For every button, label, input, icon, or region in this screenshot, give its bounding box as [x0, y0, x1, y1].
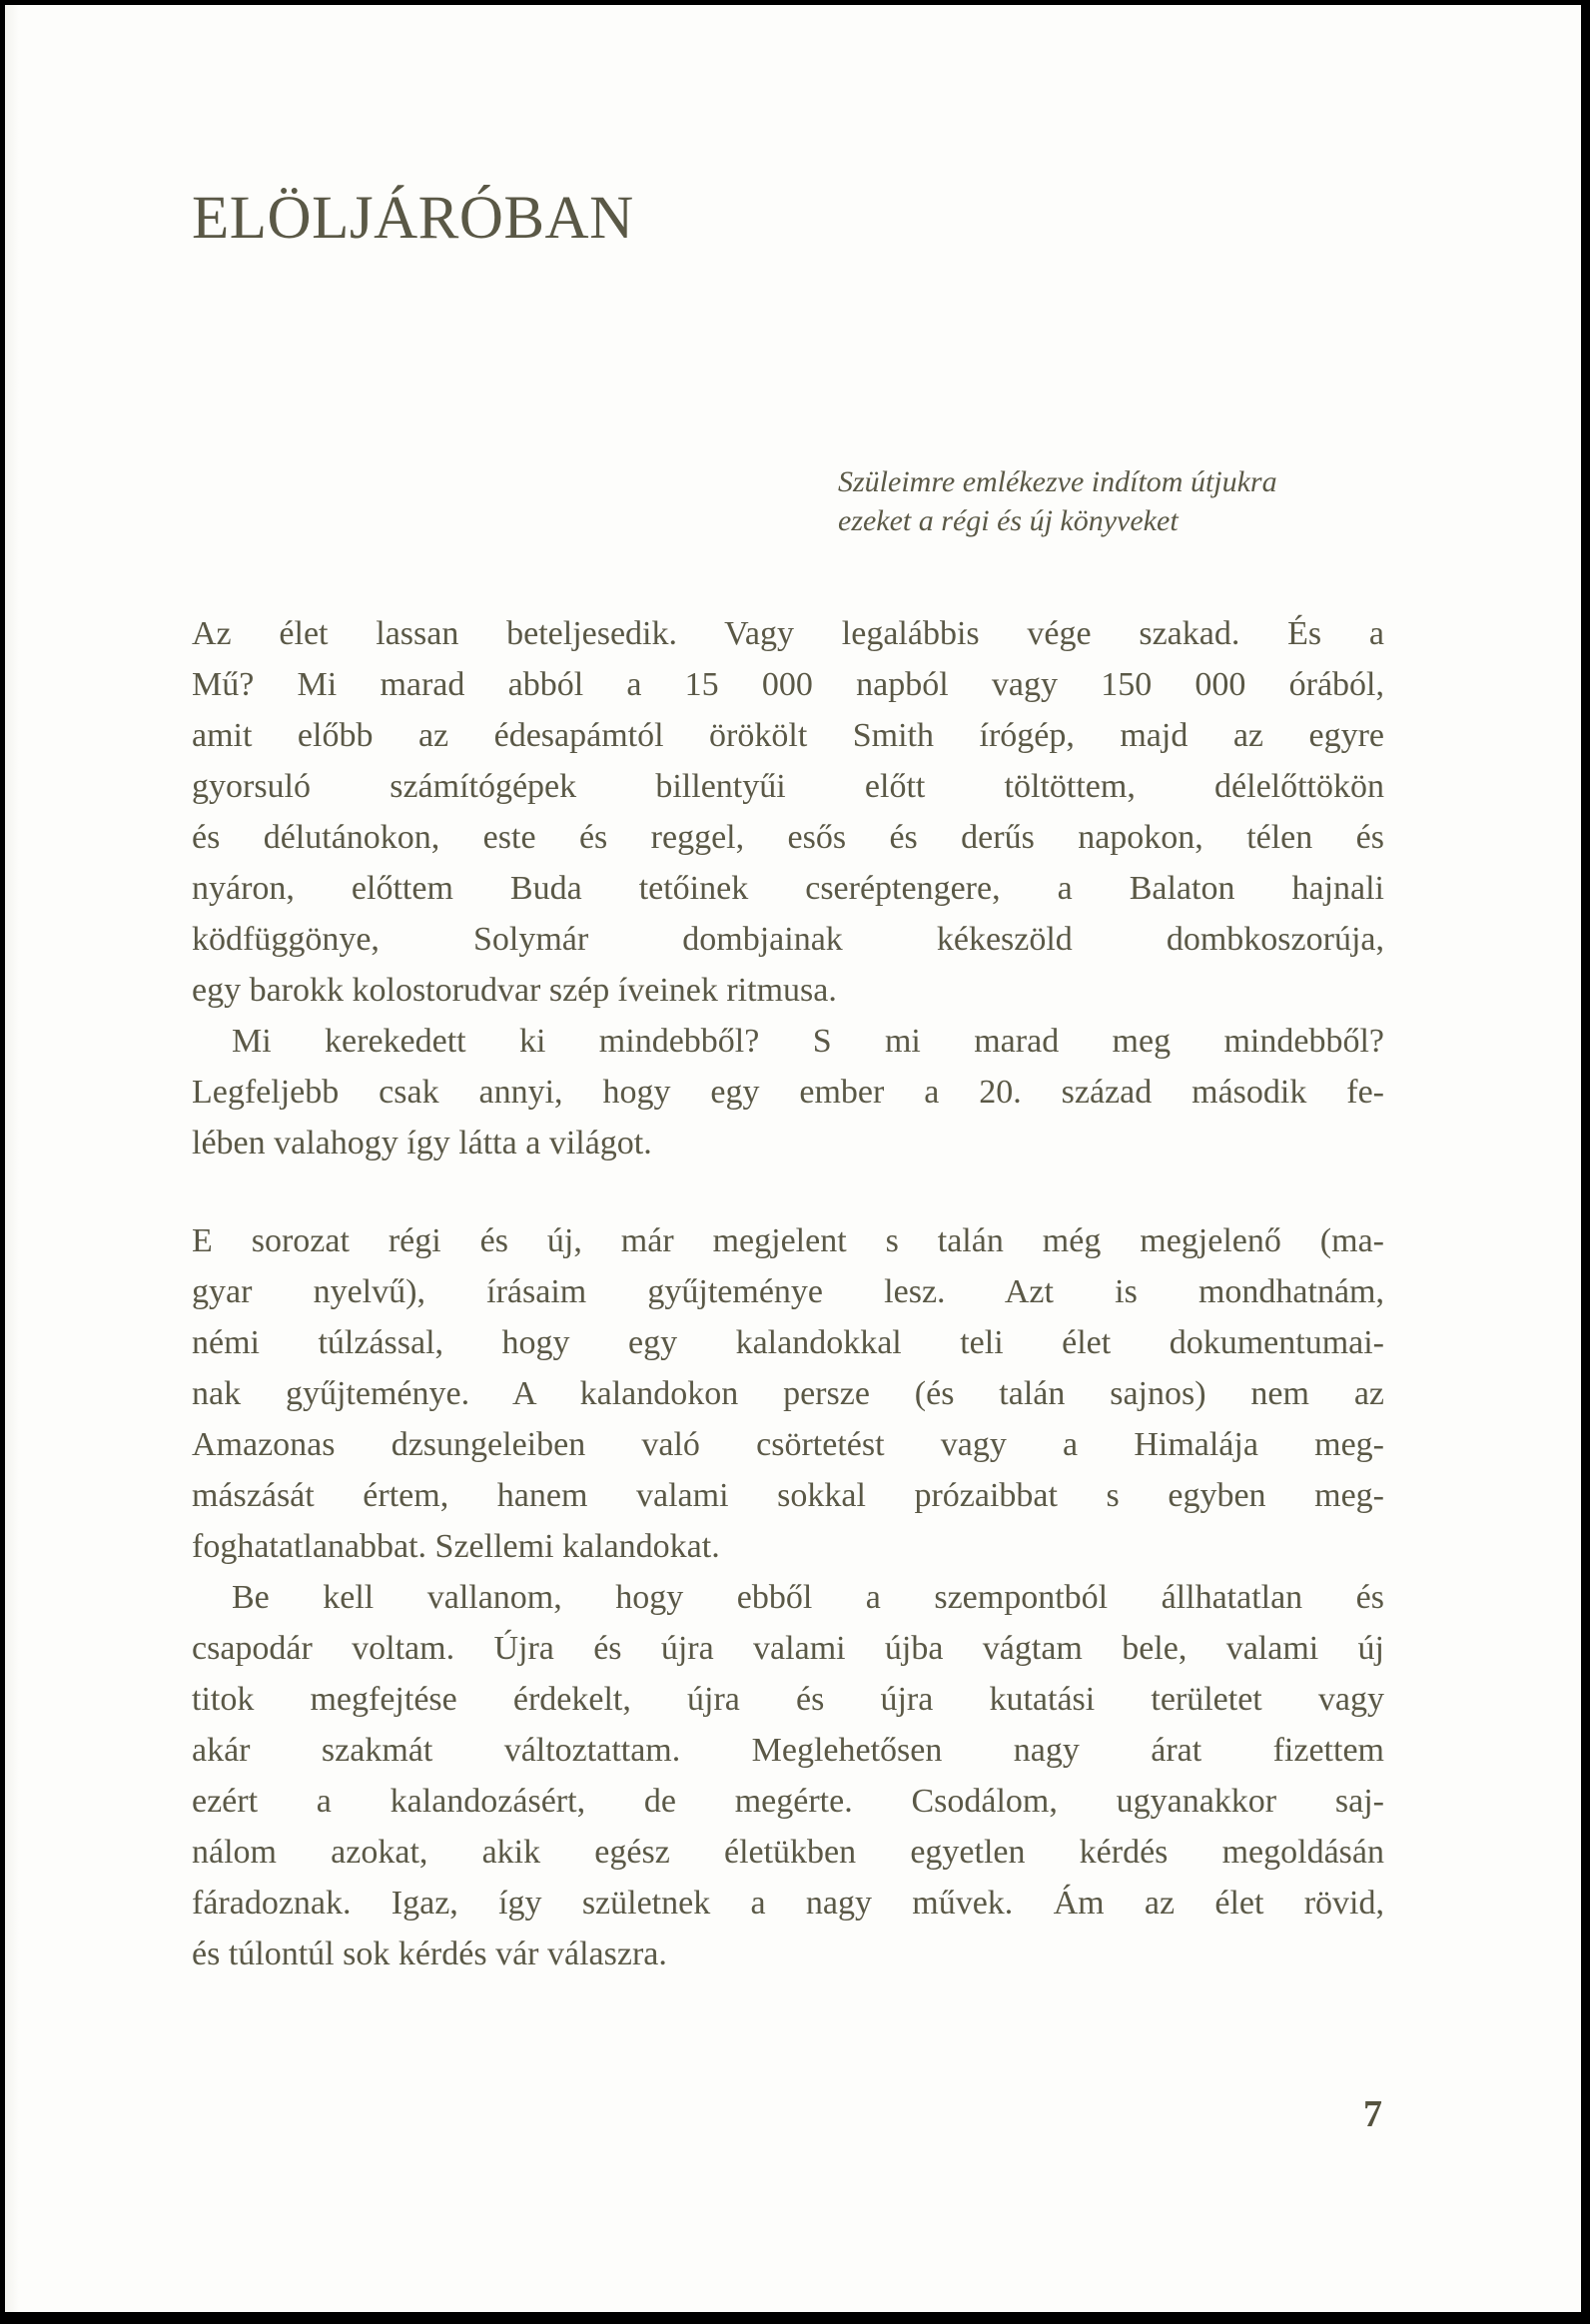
page-edge-shadow — [5, 5, 19, 2312]
text-line: akár szakmát változtattam. Meglehetősen nagy árat fizettem — [192, 1732, 1384, 1769]
text-line: csapodár voltam. Újra és újra valami újba vágtam bele, valami új — [192, 1630, 1384, 1667]
text-line: fáradoznak. Igaz, így születnek a nagy művek. Ám az élet rövid, — [192, 1885, 1384, 1922]
text-line: ezért a kalandozásért, de megérte. Csodálom, ugyanakkor saj- — [192, 1783, 1384, 1820]
text-line: gyar nyelvű), írásaim gyűjteménye lesz. Azt is mondhatnám, — [192, 1273, 1384, 1310]
text-line: némi túlzással, hogy egy kalandokkal teli élet dokumentumai- — [192, 1324, 1384, 1361]
text-line: E sorozat régi és új, már megjelent s talán még megjelenő (ma- — [192, 1222, 1384, 1259]
epigraph-line: Szüleimre emlékezve indítom útjukra — [838, 465, 1277, 498]
text-line: ködfüggönye, Solymár dombjainak kékeszöld dombkoszorúja, — [192, 921, 1384, 958]
text-line: Legfeljebb csak annyi, hogy egy ember a 20. század második fe- — [192, 1074, 1384, 1111]
text-line: nálom azokat, akik egész életükben egyetlen kérdés megoldásán — [192, 1834, 1384, 1871]
body-section-2 — [192, 1215, 1384, 1979]
text-line: titok megfejtése érdekelt, újra és újra kutatási területet vagy — [192, 1681, 1384, 1718]
text-line: nyáron, előttem Buda tetőinek cseréptengere, a Balaton hajnali — [192, 870, 1384, 907]
text-line: lében valahogy így látta a világot. — [192, 1125, 652, 1162]
epigraph — [838, 462, 1277, 540]
chapter-title: ELÖLJÁRÓBAN — [192, 185, 634, 252]
text-line: nak gyűjteménye. A kalandokon persze (és talán sajnos) nem az — [192, 1375, 1384, 1412]
text-line: és délutánokon, este és reggel, esős és derűs napokon, télen és — [192, 819, 1384, 856]
text-line: Be kell vallanom, hogy ebből a szempontból állhatatlan és — [232, 1579, 1384, 1616]
text-line: Mű? Mi marad abból a 15 000 napból vagy 150 000 órából, — [192, 666, 1384, 703]
page-number: 7 — [1363, 2093, 1382, 2135]
text-line: egy barokk kolostorudvar szép íveinek ritmusa. — [192, 972, 837, 1009]
text-line: gyorsuló számítógépek billentyűi előtt töltöttem, délelőttökön — [192, 768, 1384, 805]
text-line: Mi kerekedett ki mindebből? S mi marad meg mindebből? — [232, 1023, 1384, 1060]
epigraph-line: ezeket a régi és új könyveket — [838, 504, 1179, 537]
body-section-1 — [192, 608, 1384, 1168]
text-line: és túlontúl sok kérdés vár válaszra. — [192, 1936, 667, 1972]
book-page — [5, 5, 1581, 2312]
text-line: Amazonas dzsungeleiben való csörtetést vagy a Himalája meg- — [192, 1426, 1384, 1463]
text-line: Az élet lassan beteljesedik. Vagy legalábbis vége szakad. És a — [192, 615, 1384, 652]
text-line: amit előbb az édesapámtól örökölt Smith írógép, majd az egyre — [192, 717, 1384, 754]
text-line: foghatatlanabbat. Szellemi kalandokat. — [192, 1528, 720, 1565]
text-line: mászását értem, hanem valami sokkal prózaibbat s egyben meg- — [192, 1477, 1384, 1514]
